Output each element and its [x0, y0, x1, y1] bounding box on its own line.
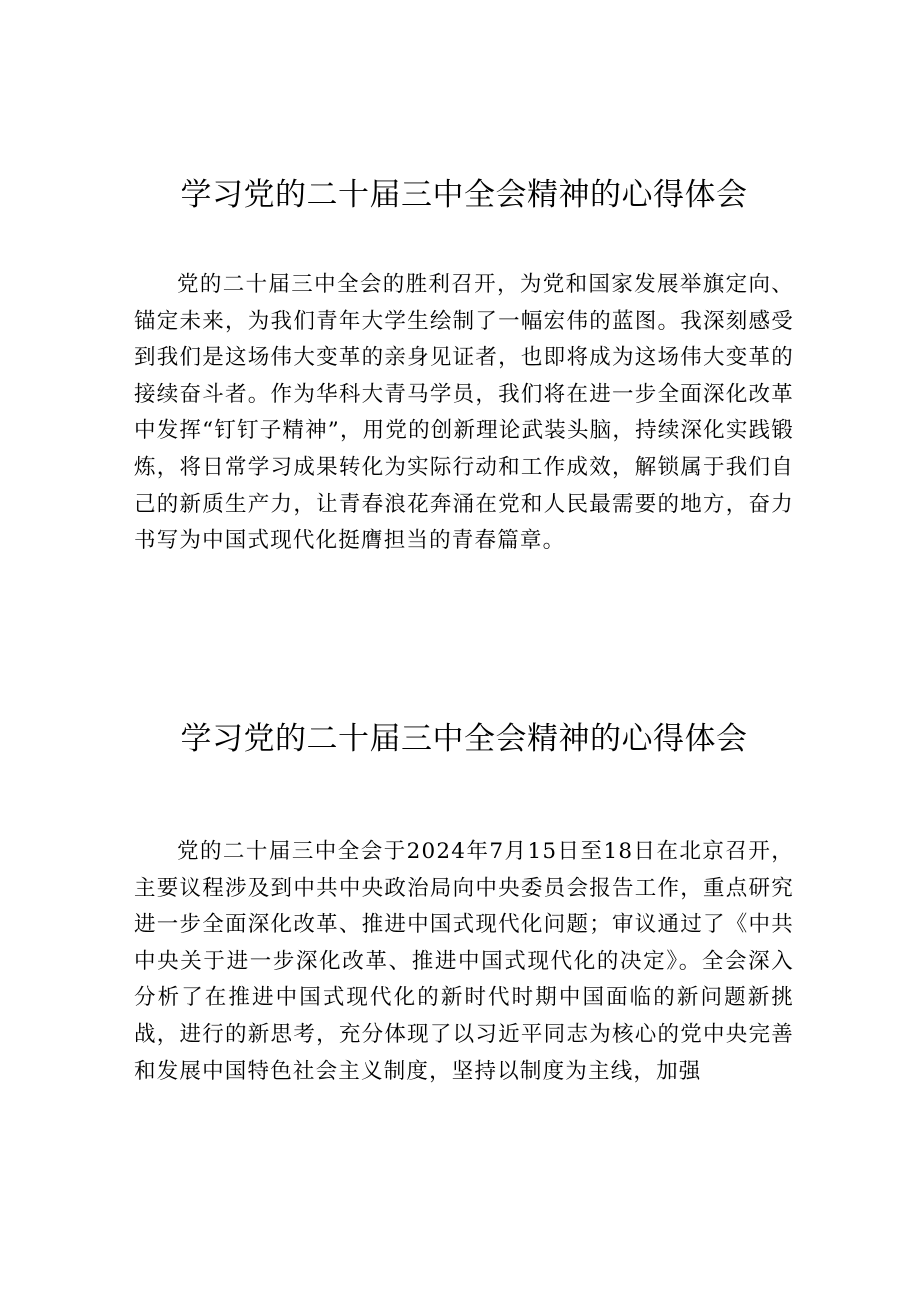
- article-section-1: [134, 172, 794, 560]
- article-section-2: [134, 716, 794, 1090]
- article-title: 学习党的二十届三中全会精神的心得体会: [180, 177, 748, 213]
- article-title: 学习党的二十届三中全会精神的心得体会: [180, 721, 748, 757]
- article-body: 党的二十届三中全会的胜利召开，为党和国家发展举旗定向、锚定未来，为我们青年大学生绘制了一幅宏伟的蓝图。我深刻感受到我们是这场伟大变革的亲身见证者，也即将成为这场伟大变革的接续奋斗者。作为华科大青马学员，我们将在进一步全面深化改革中发挥“钉钉子精神”，用党的创新理论武装头脑，持续深化实践锻炼，将日常学习成果转化为实际行动和工作成效，解锁属于我们自己的新质生产力，让青春浪花奔涌在党和人民最需要的地方，奋力书写为中国式现代化挺膺担当的青春篇章。: [134, 272, 794, 554]
- article-body: 党的二十届三中全会于2024年7月15日至18日在北京召开，主要议程涉及到中共中央政治局向中央委员会报告工作，重点研究进一步全面深化改革、推进中国式现代化问题；审议通过了《中共中央关于进一步深化改革、推进中国式现代化的决定》。全会深入分析了在推进中国式现代化的新时代时期中国面临的新问题新挑战，进行的新思考，充分体现了以习近平同志为核心的党中央完善和发展中国特色社会主义制度，坚持以制度为主线，加强: [134, 839, 794, 1084]
